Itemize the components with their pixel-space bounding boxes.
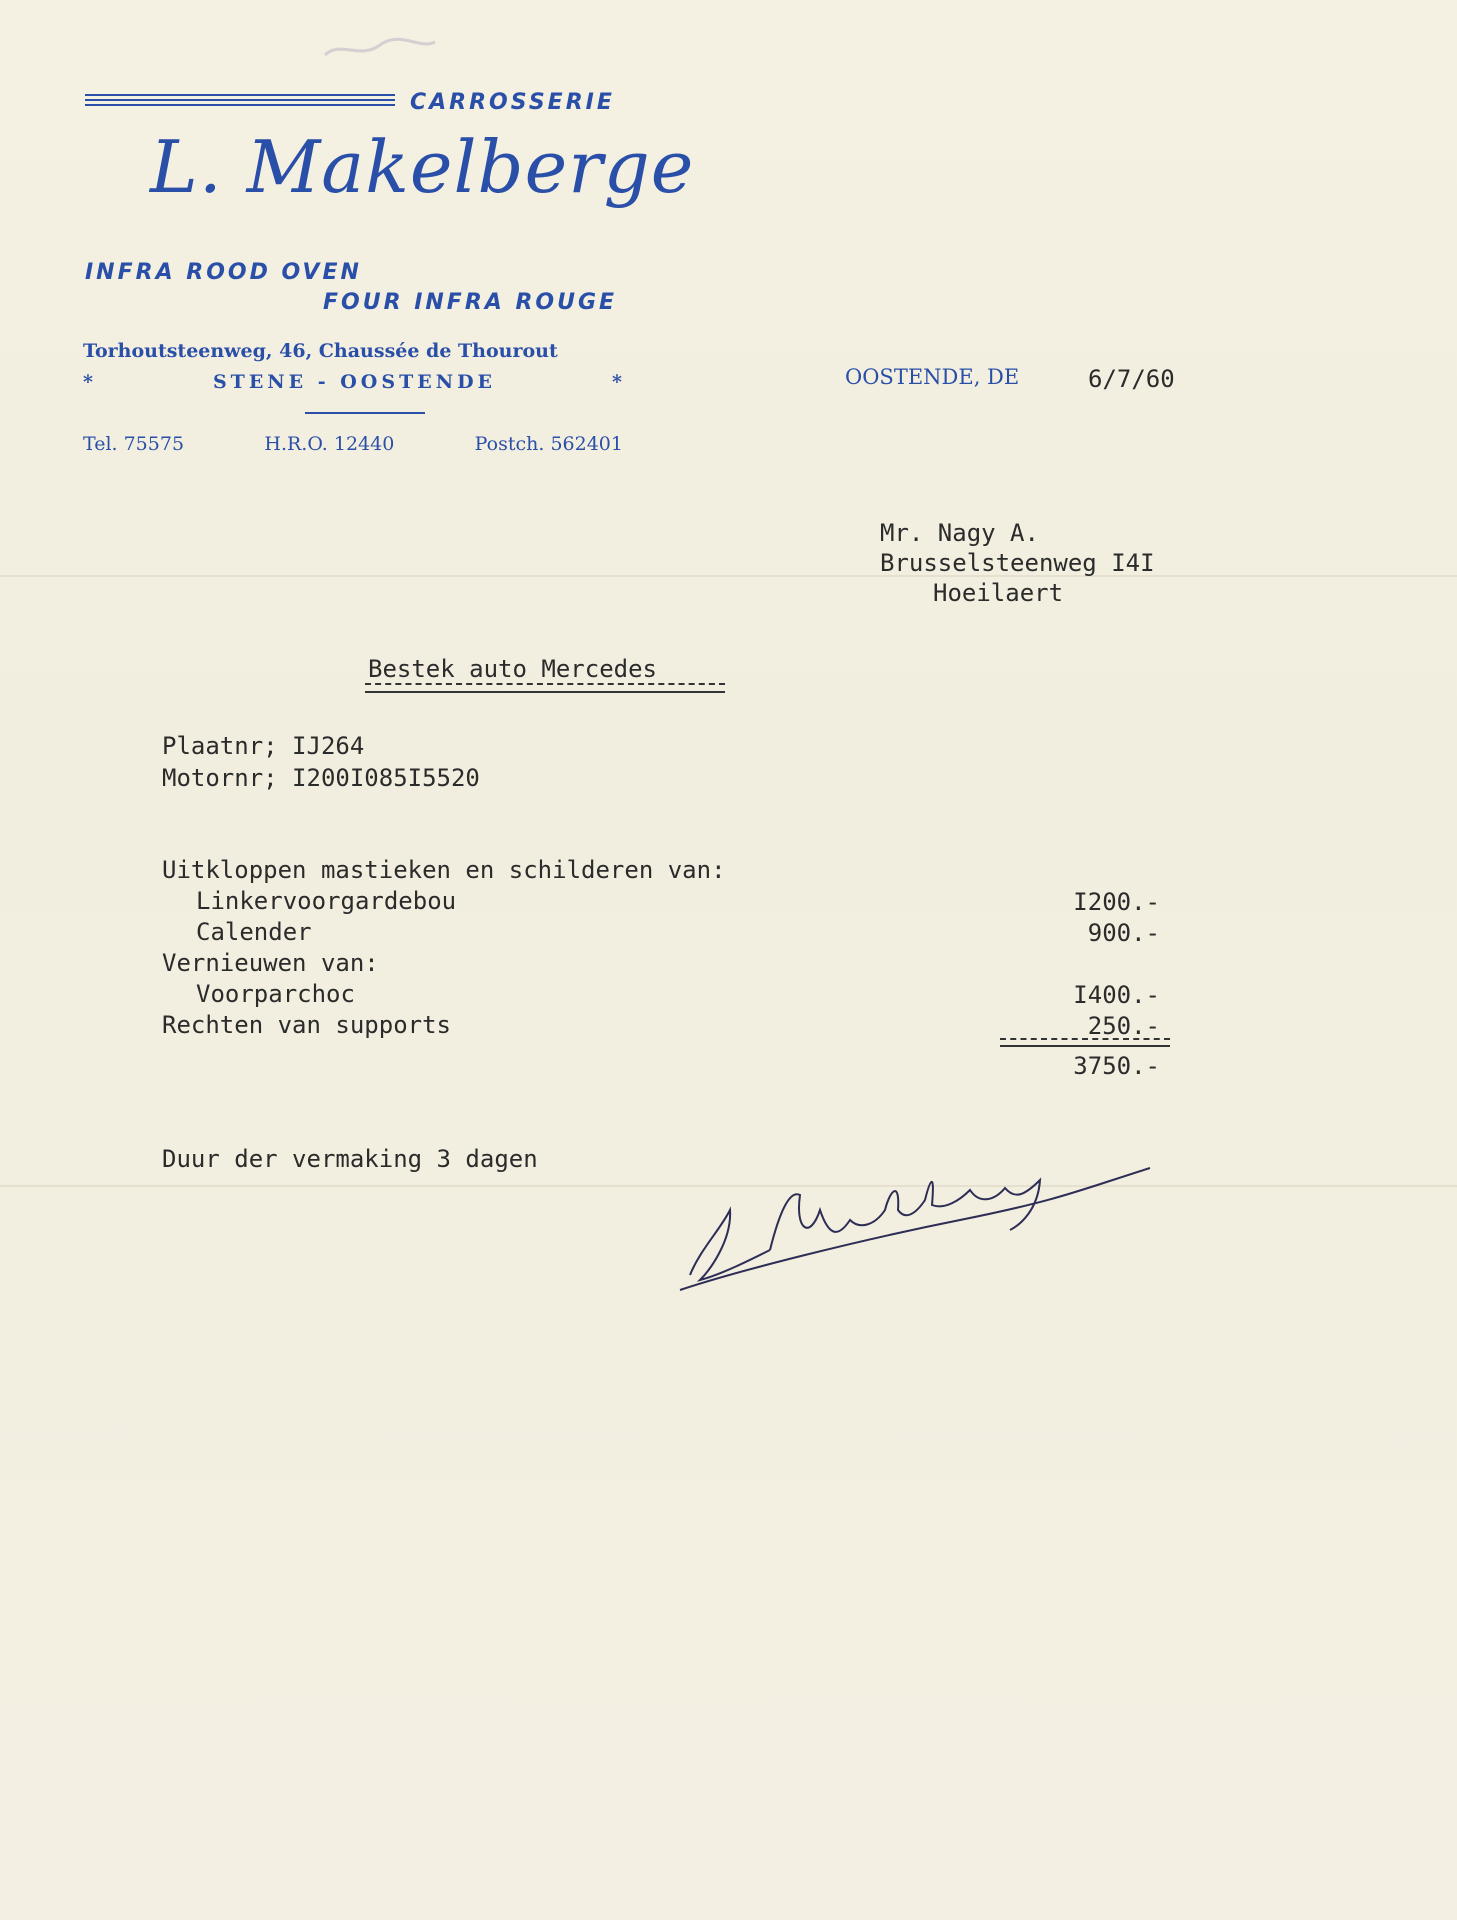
place-label: OOSTENDE, DE — [845, 365, 1020, 389]
plate-number: Plaatnr; IJ264 — [162, 732, 365, 760]
item-calender: Calender — [196, 918, 312, 946]
company-city-line — [83, 371, 626, 393]
carrosserie-label: CARROSSERIE — [410, 90, 615, 115]
recipient-name: Mr. Nagy A. — [880, 519, 1039, 547]
amount-support-fees: 250.- — [1087, 1012, 1160, 1040]
sum-line — [1000, 1038, 1170, 1047]
signature — [660, 1150, 1160, 1300]
recipient-city: Hoeilaert — [933, 579, 1064, 607]
total-amount: 3750.- — [1073, 1052, 1160, 1080]
item-front-bumper: Voorparchoc — [196, 980, 355, 1008]
work-items — [162, 855, 726, 1041]
company-address: Torhoutsteenweg, 46, Chaussée de Thourout — [83, 340, 558, 362]
item-left-fender: Linkervoorgardebou — [196, 887, 457, 915]
company-city: STENE - OOSTENDE — [212, 371, 497, 393]
star-left: * — [83, 371, 97, 393]
amount-front-bumper: I400.- — [1073, 981, 1160, 1009]
telephone: Tel. 75575 — [83, 433, 185, 455]
star-right: * — [612, 371, 626, 393]
recipient-block — [880, 518, 1155, 608]
vehicle-ids — [162, 730, 480, 794]
company-contact-row — [83, 433, 623, 455]
postcheck-number: Postch. 562401 — [474, 433, 623, 455]
letterhead-rule — [85, 94, 395, 108]
item-support-fees: Rechten van supports — [162, 1011, 451, 1039]
faded-stamp-mark — [320, 30, 440, 70]
engine-number: Motornr; I200I085I5520 — [162, 764, 480, 792]
hro-number: H.R.O. 12440 — [264, 433, 395, 455]
letter-date: 6/7/60 — [1088, 365, 1175, 393]
items-heading-repair: Uitkloppen mastieken en schilderen van: — [162, 856, 726, 884]
items-heading-renew: Vernieuwen van: — [162, 949, 379, 977]
tagline-french: FOUR INFRA ROUGE — [323, 290, 618, 315]
subject-underline — [365, 683, 725, 693]
company-logo: L. Makelberge — [150, 125, 695, 209]
tagline-dutch: INFRA ROOD OVEN — [85, 260, 362, 285]
amount-column — [1040, 887, 1160, 1042]
recipient-street: Brusselsteenweg I4I — [880, 549, 1155, 577]
amount-calender: 900.- — [1087, 919, 1160, 947]
city-underline — [305, 412, 425, 414]
paper-fold — [0, 575, 1457, 577]
subject-line: Bestek auto Mercedes — [368, 655, 657, 683]
repair-duration: Duur der vermaking 3 dagen — [162, 1145, 538, 1173]
amount-left-fender: I200.- — [1073, 888, 1160, 916]
